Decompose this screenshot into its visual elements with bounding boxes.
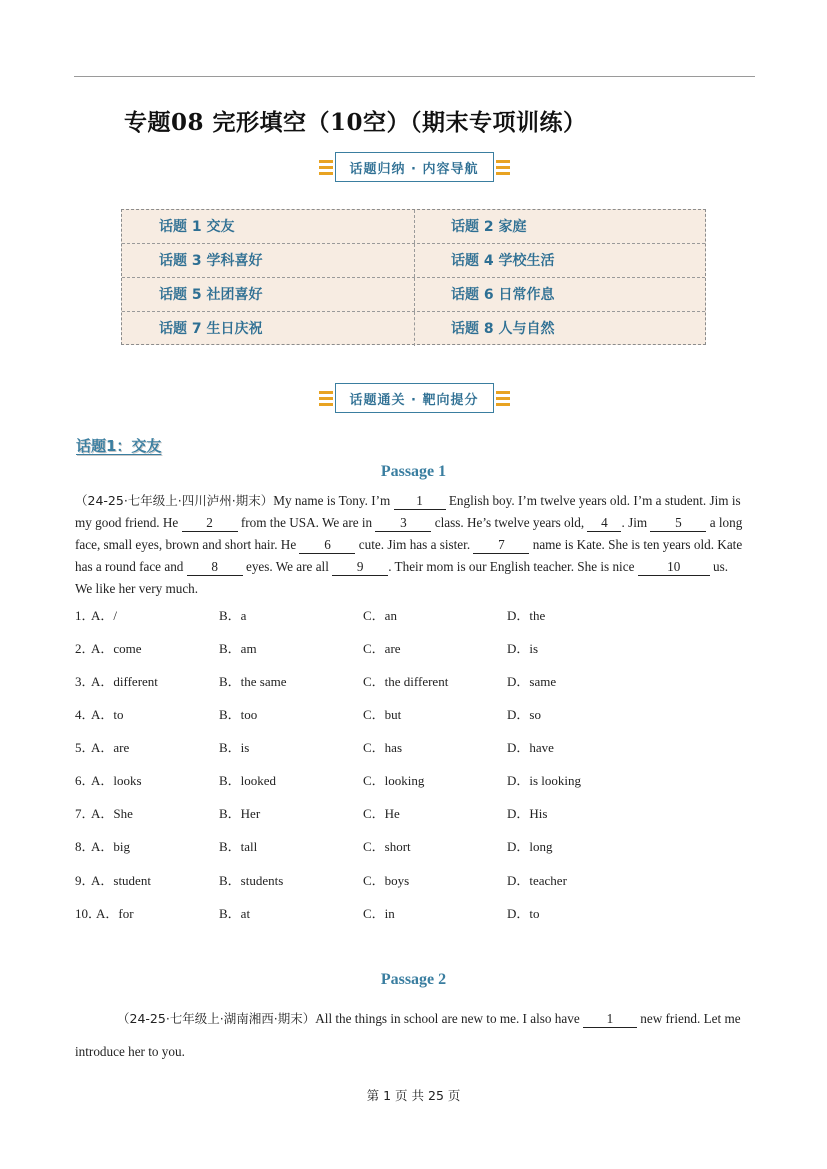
- nav-row: [122, 244, 705, 278]
- nav-topic-1[interactable]: 话题 1 交友: [159, 219, 235, 235]
- option-d[interactable]: D．have: [507, 740, 554, 755]
- option-c[interactable]: C．the different: [363, 674, 449, 689]
- option-c[interactable]: C．an: [363, 608, 397, 623]
- option-d[interactable]: D．teacher: [507, 873, 567, 888]
- option-b[interactable]: B．students: [219, 873, 284, 888]
- nav-row: [122, 312, 705, 346]
- option-a[interactable]: A．different: [91, 674, 158, 689]
- option-a[interactable]: A．come: [91, 641, 142, 656]
- blank-10[interactable]: 10: [638, 559, 710, 576]
- question-number: 9．: [75, 873, 95, 888]
- option-a[interactable]: A．are: [91, 740, 130, 755]
- question-number: 10．: [75, 906, 102, 921]
- passage-1-text: （24-25·七年级上·四川泸州·期末）My name is Tony. I’m 1 English boy. I’m twelve years old. I’m a student. Jim is my good friend. He 2 from the USA. We are in 3 class. He’s twelve years old, 4 . Jim 5 a long face, small eyes, brown and short hair. He 6 cute. Jim has a sister. 7 name is Kate. She is ten years old. Kate has a round face and 8 eyes. We are all 9 . Their mom is our English teacher. She is nice 10 us. We like her very much.: [75, 493, 743, 596]
- option-c[interactable]: C．are: [363, 641, 401, 656]
- option-b[interactable]: B．a: [219, 608, 247, 623]
- blank-3[interactable]: 3: [375, 515, 431, 532]
- option-b[interactable]: B．Her: [219, 806, 261, 821]
- option-a[interactable]: A．student: [91, 873, 151, 888]
- option-d[interactable]: D．to: [507, 906, 540, 921]
- page-footer: 第 1 页 共 25 页: [366, 1088, 461, 1103]
- nav-topic-3[interactable]: 话题 3 学科喜好: [159, 253, 263, 269]
- option-a[interactable]: A．looks: [91, 773, 142, 788]
- banner-topic-practice: [305, 381, 523, 415]
- nav-topic-6[interactable]: 话题 6 日常作息: [451, 287, 555, 303]
- topic-nav-table: [121, 209, 706, 345]
- blank-6[interactable]: 6: [299, 537, 355, 554]
- option-c[interactable]: C．has: [363, 740, 403, 755]
- option-b[interactable]: B．tall: [219, 839, 258, 854]
- blank-7[interactable]: 7: [473, 537, 529, 554]
- option-c[interactable]: C．He: [363, 806, 400, 821]
- option-b[interactable]: B．the same: [219, 674, 287, 689]
- question-number: 7．: [75, 806, 95, 821]
- passage-2-title: Passage 2: [380, 971, 447, 988]
- passage-2-source: （24-25·七年级上·湖南湘西·期末）: [117, 1011, 316, 1026]
- option-d[interactable]: D．His: [507, 806, 548, 821]
- nav-row: [122, 210, 705, 244]
- option-d[interactable]: D．same: [507, 674, 557, 689]
- blank-2[interactable]: 2: [182, 515, 238, 532]
- option-b[interactable]: B．is: [219, 740, 250, 755]
- blank-5[interactable]: 5: [650, 515, 706, 532]
- question-number: 2．: [75, 641, 95, 656]
- option-b[interactable]: B．am: [219, 641, 257, 656]
- section-heading-topic-1: 话题1：交友: [76, 437, 162, 455]
- option-a[interactable]: A．/: [91, 608, 118, 623]
- option-c[interactable]: C．looking: [363, 773, 425, 788]
- total-pages: 25: [428, 1088, 444, 1103]
- option-c[interactable]: C．short: [363, 839, 411, 854]
- option-c[interactable]: C．but: [363, 707, 402, 722]
- banner-topic-practice-label: 话题通关 · 靶向提分: [335, 383, 494, 413]
- option-d[interactable]: D．so: [507, 707, 541, 722]
- banner-topic-overview: [305, 150, 523, 184]
- question-number: 8．: [75, 839, 95, 854]
- nav-row: [122, 278, 705, 312]
- bracket-right-icon: [496, 383, 510, 413]
- option-d[interactable]: D．the: [507, 608, 546, 623]
- passage-1-source: （24-25·七年级上·四川泸州·期末）: [75, 493, 274, 508]
- blank-8[interactable]: 8: [187, 559, 243, 576]
- nav-topic-5[interactable]: 话题 5 社团喜好: [159, 287, 263, 303]
- bracket-right-icon: [496, 152, 510, 182]
- option-b[interactable]: B．looked: [219, 773, 277, 788]
- blank-9[interactable]: 9: [332, 559, 388, 576]
- page-title: 专题08 完形填空（10空）（期末专项训练）: [124, 109, 587, 136]
- option-c[interactable]: C．in: [363, 906, 395, 921]
- option-c[interactable]: C．boys: [363, 873, 410, 888]
- blank-1[interactable]: 1: [394, 493, 446, 510]
- option-d[interactable]: D．long: [507, 839, 553, 854]
- bracket-left-icon: [319, 152, 333, 182]
- option-b[interactable]: B．too: [219, 707, 258, 722]
- question-number: 6．: [75, 773, 95, 788]
- banner-topic-overview-label: 话题归纳 · 内容导航: [335, 152, 494, 182]
- nav-topic-4[interactable]: 话题 4 学校生活: [451, 253, 555, 269]
- nav-topic-2[interactable]: 话题 2 家庭: [451, 219, 527, 235]
- nav-topic-7[interactable]: 话题 7 生日庆祝: [159, 321, 263, 337]
- question-number: 1．: [75, 608, 95, 623]
- blank-4[interactable]: 4: [587, 515, 621, 532]
- option-a[interactable]: A．She: [91, 806, 133, 821]
- question-number: 5．: [75, 740, 95, 755]
- passage-1-title: Passage 1: [380, 463, 447, 480]
- option-a[interactable]: A．big: [91, 839, 131, 854]
- passage-2-text: （24-25·七年级上·湖南湘西·期末）All the things in school are new to me. I also have 1 new friend. Let me introduce her to you.: [75, 1011, 741, 1059]
- passage-2-blank-1[interactable]: 1: [583, 1011, 637, 1028]
- header-rule: [74, 76, 755, 77]
- option-a[interactable]: A．to: [91, 707, 124, 722]
- option-d[interactable]: D．is: [507, 641, 539, 656]
- current-page-number: 1: [383, 1088, 392, 1103]
- question-number: 3．: [75, 674, 95, 689]
- question-number: 4．: [75, 707, 95, 722]
- option-a[interactable]: A．for: [96, 906, 134, 921]
- nav-topic-8[interactable]: 话题 8 人与自然: [451, 321, 555, 337]
- option-d[interactable]: D．is looking: [507, 773, 582, 788]
- bracket-left-icon: [319, 383, 333, 413]
- option-b[interactable]: B．at: [219, 906, 251, 921]
